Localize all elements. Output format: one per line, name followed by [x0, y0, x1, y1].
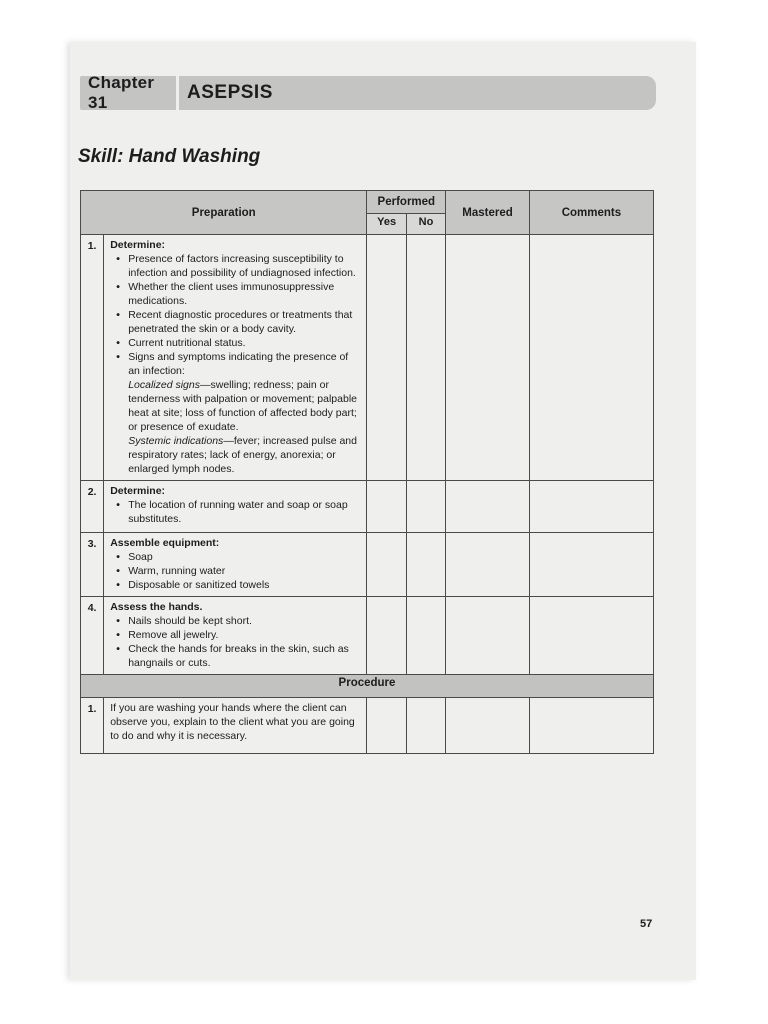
- list-item: • Soap: [128, 550, 362, 564]
- table-row: [81, 698, 654, 754]
- step-number: 1.: [81, 235, 104, 481]
- table-row: [81, 597, 654, 675]
- step-description: If you are washing your hands where the client can observe you, explain to the client what you are going to do and why it is necessary.: [104, 698, 367, 754]
- mastered-cell[interactable]: [446, 235, 530, 481]
- step-description: [104, 597, 367, 675]
- table-row: [81, 481, 654, 533]
- comments-cell[interactable]: [529, 235, 653, 481]
- step-number: 4.: [81, 597, 104, 675]
- chapter-title: ASEPSIS: [187, 82, 273, 103]
- header-comments: Comments: [529, 191, 653, 235]
- localized-signs: Localized signs—swelling; redness; pain or tenderness with palpation or movement; palpable heat at site; loss of function of affected body part; or presence of exudate.: [128, 379, 357, 433]
- comments-cell[interactable]: [529, 533, 653, 597]
- list-item: • Disposable or sanitized towels: [128, 578, 362, 592]
- bullet-list: [110, 252, 362, 378]
- procedure-header: Procedure: [81, 675, 654, 698]
- step-number: 1.: [81, 698, 104, 754]
- step-description: [104, 533, 367, 597]
- no-checkbox-cell[interactable]: [406, 533, 445, 597]
- document-page: [70, 42, 696, 980]
- comments-cell[interactable]: [529, 481, 653, 533]
- yes-checkbox-cell[interactable]: [367, 533, 406, 597]
- table-header-row: [81, 191, 654, 214]
- no-checkbox-cell[interactable]: [406, 597, 445, 675]
- list-item: • Check the hands for breaks in the skin, such as hangnails or cuts.: [128, 642, 362, 670]
- bullet-list: [110, 614, 362, 670]
- comments-cell[interactable]: [529, 698, 653, 754]
- sub-section: [110, 378, 362, 476]
- table-row: [81, 533, 654, 597]
- yes-checkbox-cell[interactable]: [367, 597, 406, 675]
- header-performed: Performed: [367, 191, 446, 214]
- list-item: • Whether the client uses immunosuppressive medications.: [128, 280, 362, 308]
- mastered-cell[interactable]: [446, 597, 530, 675]
- header-preparation: Preparation: [81, 191, 367, 235]
- bullet-list: [110, 550, 362, 592]
- chapter-label: Chapter 31: [88, 73, 155, 112]
- step-number: 3.: [81, 533, 104, 597]
- bullet-list: [110, 498, 362, 526]
- list-item: • Recent diagnostic procedures or treatments that penetrated the skin or a body cavity.: [128, 308, 362, 336]
- no-checkbox-cell[interactable]: [406, 698, 445, 754]
- mastered-cell[interactable]: [446, 481, 530, 533]
- step-title: Assemble equipment:: [110, 537, 220, 549]
- list-item: • Remove all jewelry.: [128, 628, 362, 642]
- step-title: Assess the hands.: [110, 601, 203, 613]
- page-number: 57: [640, 918, 653, 930]
- systemic-indications: Systemic indications—fever; increased pulse and respiratory rates; lack of energy, anorexia; or enlarged lymph nodes.: [128, 435, 357, 475]
- step-title: Determine:: [110, 239, 166, 251]
- list-item: • Current nutritional status.: [128, 336, 362, 350]
- chapter-header: [80, 73, 656, 112]
- step-title: Determine:: [110, 485, 166, 497]
- list-item: • The location of running water and soap or soap substitutes.: [128, 498, 362, 526]
- no-checkbox-cell[interactable]: [406, 481, 445, 533]
- skill-checklist-table: [80, 190, 654, 754]
- table-row: [81, 235, 654, 481]
- list-item: • Signs and symptoms indicating the presence of an infection:: [128, 350, 362, 378]
- yes-checkbox-cell[interactable]: [367, 481, 406, 533]
- chapter-divider: [176, 76, 179, 110]
- yes-checkbox-cell[interactable]: [367, 698, 406, 754]
- list-item: • Nails should be kept short.: [128, 614, 362, 628]
- comments-cell[interactable]: [529, 597, 653, 675]
- step-description: [104, 235, 367, 481]
- no-checkbox-cell[interactable]: [406, 235, 445, 481]
- list-item: • Presence of factors increasing susceptibility to infection and possibility of undiagnosed infection.: [128, 252, 362, 280]
- procedure-header-row: [81, 675, 654, 698]
- yes-checkbox-cell[interactable]: [367, 235, 406, 481]
- skill-title: Skill: Hand Washing: [78, 146, 261, 167]
- header-mastered: Mastered: [446, 191, 530, 235]
- step-number: 2.: [81, 481, 104, 533]
- list-item: • Warm, running water: [128, 564, 362, 578]
- step-description: [104, 481, 367, 533]
- mastered-cell[interactable]: [446, 533, 530, 597]
- header-no: No: [406, 214, 445, 235]
- mastered-cell[interactable]: [446, 698, 530, 754]
- header-yes: Yes: [367, 214, 406, 235]
